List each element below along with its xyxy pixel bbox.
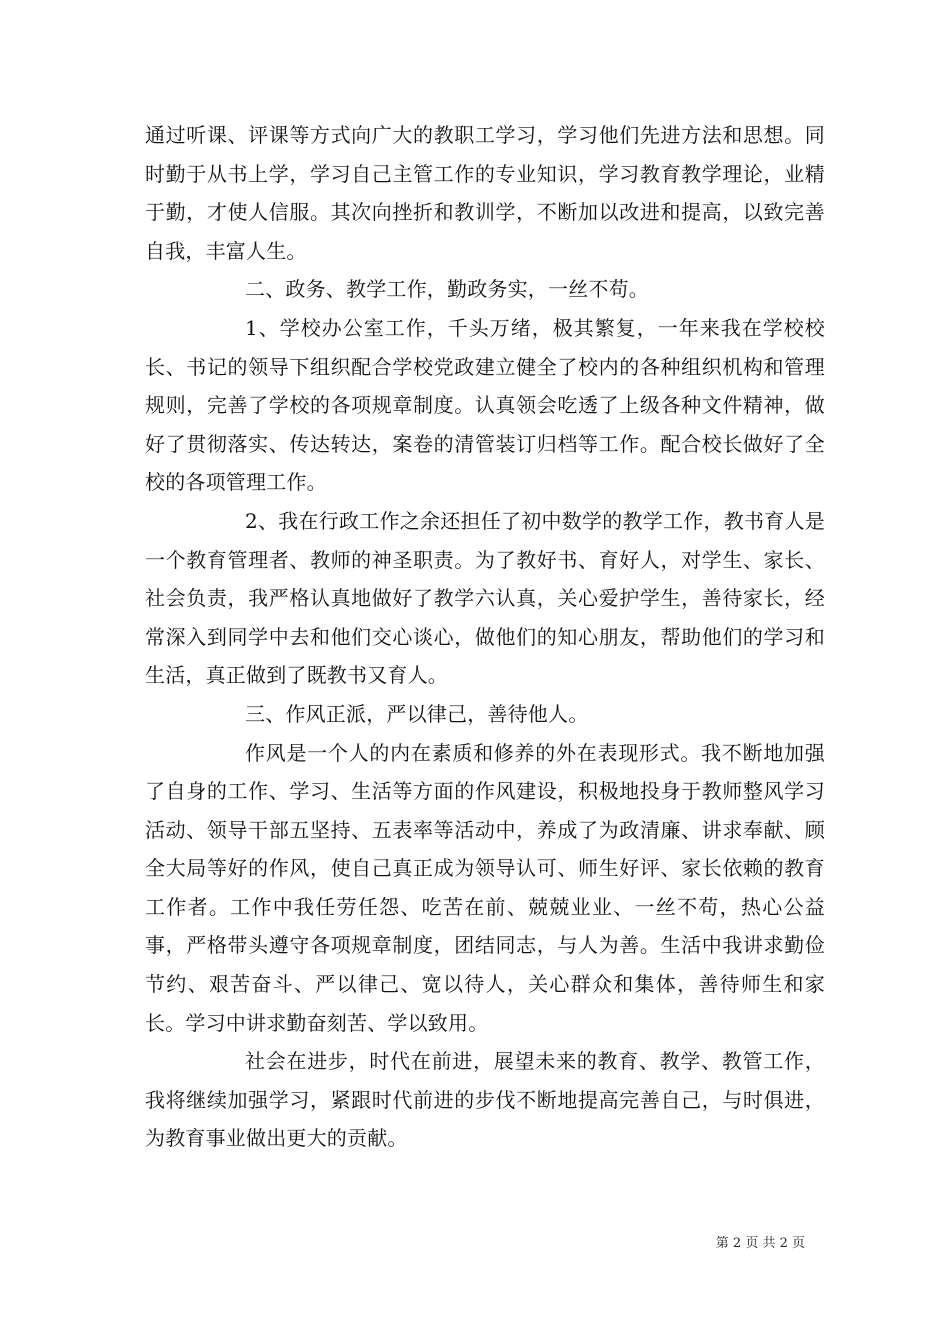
section-heading-2: 二、政务、教学工作，勤政务实，一丝不苟。 bbox=[245, 277, 649, 302]
paragraph-work-style: 作风是一个人的内在素质和修养的外在表现形式。我不断地加强了自身的工作、学习、生活等方面的作风建设，积极地投身于教师整风学习活动、领导干部五坚持、五表率等活动中，养成了为政清廉、讲求奉献、顾全大局等好的作风，使自己真正成为领导认可、师生好评、家长依赖的教育工作者。工作中我任劳任怨、吃苦在前、兢兢业业、一丝不苟，热心公益事，严格带头遵守各项规章制度，团结同志，与人为善。生活中我讲求勤俭节约、艰苦奋斗、严以律己、宽以待人，关心群众和集体，善待师生和家长。学习中讲求勤奋刻苦、学以致用。 bbox=[145, 740, 825, 1035]
document-body bbox=[145, 116, 825, 1158]
paragraph-office-work: 1、学校办公室工作，千头万绪，极其繁复，一年来我在学校校长、书记的领导下组织配合学校党政建立健全了校内的各种组织机构和管理规则，完善了学校的各项规章制度。认真领会吃透了上级各种文件精神，做好了贯彻落实、传达转达，案卷的清管装订归档等工作。配合校长做好了全校的各项管理工作。 bbox=[145, 315, 825, 495]
page-number-footer: 第 2 页 共 2 页 bbox=[715, 1236, 805, 1251]
paragraph-1: 通过听课、评课等方式向广大的教职工学习，学习他们先进方法和思想。同时勤于从书上学，学习自己主管工作的专业知识，学习教育教学理论，业精于勤，才使人信服。其次向挫折和教训学，不断加以改进和提高，以致完善自我，丰富人生。 bbox=[145, 123, 825, 263]
paragraph-teaching-work: 2、我在行政工作之余还担任了初中数学的教学工作，教书育人是一个教育管理者、教师的神圣职责。为了教好书、育好人，对学生、家长、社会负责，我严格认真地做好了教学六认真，关心爱护学生，善待家长，经常深入到同学中去和他们交心谈心，做他们的知心朋友，帮助他们的学习和生活，真正做到了既教书又育人。 bbox=[145, 508, 825, 688]
paragraph-conclusion: 社会在进步，时代在前进，展望未来的教育、教学、教管工作，我将继续加强学习，紧跟时代前进的步伐不断地提高完善自己，与时俱进，为教育事业做出更大的贡献。 bbox=[145, 1049, 825, 1151]
section-heading-3: 三、作风正派，严以律己，善待他人。 bbox=[245, 701, 589, 726]
